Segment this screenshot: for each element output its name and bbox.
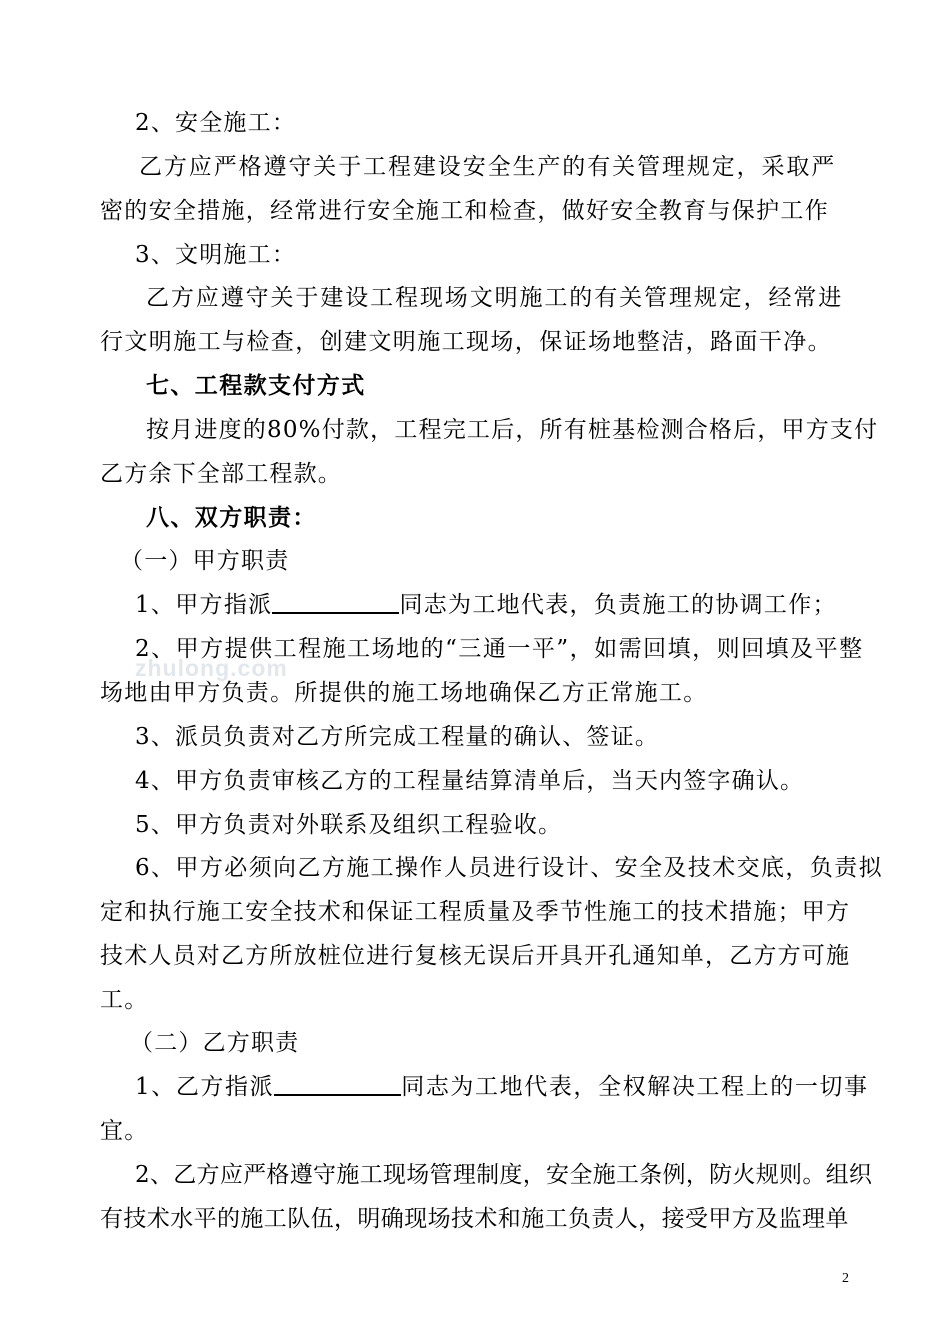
paragraph-line: 技术人员对乙方所放桩位进行复核无误后开具开孔通知单，乙方方可施 xyxy=(100,943,851,969)
paragraph-line: 按月进度的80%付款，工程完工后，所有桩基检测合格后，甲方支付 xyxy=(146,417,879,443)
paragraph-line: 2、乙方应严格遵守施工现场管理制度，安全施工条例，防火规则。组织 xyxy=(135,1162,873,1188)
paragraph-line: 4、甲方负责审核乙方的工程量结算清单后，当天内签字确认。 xyxy=(135,768,805,794)
paragraph-line xyxy=(135,1072,869,1102)
subheading-party-b: （二）乙方职责 xyxy=(130,1030,300,1056)
paragraph-line: 6、甲方必须向乙方施工操作人员进行设计、安全及技术交底，负责拟 xyxy=(135,855,884,881)
paragraph-line: 乙方应严格遵守关于工程建设安全生产的有关管理规定，采取严 xyxy=(139,154,837,180)
line-text: 1、甲方指派 xyxy=(135,592,273,618)
paragraph-line: 3、派员负责对乙方所完成工程量的确认、签证。 xyxy=(135,724,660,750)
subheading-safety: 2、安全施工： xyxy=(135,110,297,136)
paragraph-line: 有技术水平的施工队伍，明确现场技术和施工负责人，接受甲方及监理单 xyxy=(100,1206,849,1232)
page-number: 2 xyxy=(842,1271,849,1286)
paragraph-line xyxy=(135,590,837,620)
watermark: zhulong.com xyxy=(135,655,288,681)
paragraph-line: 密的安全措施，经常进行安全施工和检查，做好安全教育与保护工作 xyxy=(100,198,829,224)
section-heading-payment: 七、工程款支付方式 xyxy=(146,373,366,399)
paragraph-line: 乙方余下全部工程款。 xyxy=(100,461,342,487)
paragraph-line: 2、甲方提供工程施工场地的“三通一平”，如需回填，则回填及平整 xyxy=(135,636,864,662)
line-text: 同志为工地代表，全权解决工程上的一切事 xyxy=(401,1074,869,1100)
paragraph-line: 定和执行施工安全技术和保证工程质量及季节性施工的技术措施；甲方 xyxy=(100,899,851,925)
paragraph-line: 行文明施工与检查，创建文明施工现场，保证场地整洁，路面干净。 xyxy=(100,329,832,355)
line-text: 1、乙方指派 xyxy=(135,1074,275,1100)
subheading-civilized: 3、文明施工： xyxy=(135,242,297,268)
section-heading-duties: 八、双方职责： xyxy=(146,505,317,531)
paragraph-line: 宜。 xyxy=(100,1118,149,1144)
paragraph-line: 乙方应遵守关于建设工程现场文明施工的有关管理规定，经常进 xyxy=(146,285,844,311)
line-text: 同志为工地代表，负责施工的协调工作； xyxy=(399,592,837,618)
blank-field xyxy=(274,1072,401,1096)
paragraph-line: 工。 xyxy=(100,987,149,1013)
subheading-party-a: （一）甲方职责 xyxy=(120,548,290,574)
blank-field xyxy=(272,590,399,614)
paragraph-line: 5、甲方负责对外联系及组织工程验收。 xyxy=(135,812,563,838)
paragraph-line: 场地由甲方负责。所提供的施工场地确保乙方正常施工。 xyxy=(100,680,708,706)
